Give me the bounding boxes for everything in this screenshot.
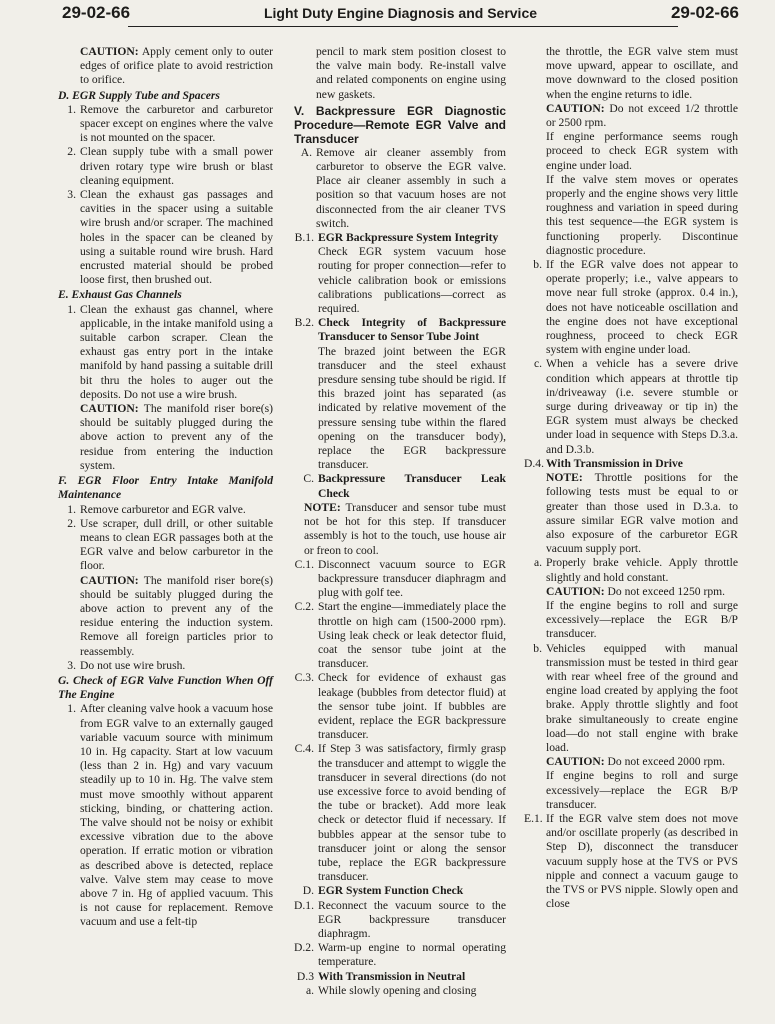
body-paragraph: If engine performance seems rough proceed to check EGR system with engine under load. — [546, 130, 738, 172]
running-title: Light Duty Engine Diagnosis and Service — [263, 5, 538, 21]
caution-paragraph: CAUTION: Do not exceed 2000 rpm. — [546, 755, 726, 769]
column-middle — [294, 45, 506, 998]
caution-paragraph: CAUTION: Do not exceed 1/2 throttle or 2500 rpm. — [546, 101, 738, 130]
page-number-left: 29-02-66 — [62, 3, 131, 22]
section-heading-d: D. EGR Supply Tube and Spacers — [58, 88, 220, 102]
step-d3: 3. Clean the exhaust gas passages and cavities in the spacer using a suitable wire brush and/or scraper. The machined holes in the spacer can be cleaned by using a suitable round wire brush. Hard encrusted material should be probed loose first, then brushed out. — [67, 188, 273, 287]
step-b2: B.2. Check Integrity of Backpressure Transducer to Sensor Tube Joint The brazed joint between the EGR transducer and the steel exhaust presdure sensing tube should be rigid. If this brazed joint has separated (as indicated by relative movement of the pressure sensing tube within the flared opening on the transducer body), replace the EGR backpressure transducer. — [294, 316, 506, 472]
body-paragraph: If engine begins to roll and surge excessively—replace the EGR B/P transducer. — [546, 769, 738, 811]
note-paragraph: NOTE: Transducer and sensor tube must not be hot for this step. If transducer assembly is hot to the touch, use house air or freon to cool. — [304, 500, 506, 557]
section-heading-v: V. Backpressure EGR Diagnostic Procedure—Remote EGR Valve and Transducer — [294, 103, 506, 146]
step-c4: C.4. If Step 3 was satisfactory, firmly grasp the transducer and attempt to wiggle the transducer in several directions (do not use excessive force to avoid bending of the tube or bracket). Add more leak check or detector fluid if necessary. If bubbles appear at the sensor tube to transducer joint or along the sensor tube, replace the EGR backpressure transducer. — [294, 742, 506, 884]
step-f2: 2. Use scraper, dull drill, or other suitable means to clean EGR passages both at the EGR valve and below carburetor in the floor. — [67, 516, 273, 573]
header-rule — [128, 26, 678, 27]
step-d3b: b. If the EGR valve does not appear to operate properly; i.e., valve appears to move near full stroke (approx. 0.4 in.), does not have noticeable oscillation and the engine does not have exceptional roughness, proceed to check EGR system with engine under load. — [533, 258, 738, 357]
step-d: D. EGR System Function Check — [302, 884, 464, 898]
column-right — [524, 45, 738, 911]
step-g1: 1. After cleaning valve hook a vacuum hose from EGR valve to an externally gauged variable vacuum source with minimum 10 in. Hg capacity. Start at low vacuum (less than 2 in. Hg) and vary vacuum steadily up to 10 in. Hg. The valve stem must move smoothly without apparent sticking, binding, or chattering action. The valve should not be noisy or exhibit excessive vibration due to the above operation. If erratic motion or vibration as described above is detected, replace valve. Valve stem may cease to move above 7 in. Hg of applied vacuum. This is not cause for replacement. Remove vacuum and use a felt-tip — [67, 702, 273, 929]
column-left — [58, 45, 273, 930]
note-paragraph: NOTE: Throttle positions for the following tests must be equal to or greater than those used in D.3.a. to assure similar EGR valve motion and also exposure of the carburetor EGR vacuum supply port. — [546, 471, 738, 556]
step-d3a: a. While slowly opening and closing — [305, 983, 477, 997]
step-d4: D.4. With Transmission in Drive — [524, 456, 683, 470]
section-heading-f: F. EGR Floor Entry Intake Manifold Maintenance — [58, 474, 273, 502]
step-c1: C.1. Disconnect vacuum source to EGR backpressure transducer diaphragm and plug with golf tee. — [294, 557, 506, 600]
caution-paragraph: CAUTION: Do not exceed 1250 rpm. — [546, 584, 726, 598]
continued-paragraph: pencil to mark stem position closest to the valve main body. Re-install valve and related components on engine using new gaskets. — [316, 45, 506, 101]
step-c3: C.3. Check for evidence of exhaust gas leakage (bubbles from detector fluid) at the sensor tube joint. If bubbles are evident, replace the EGR backpressure transducer. — [294, 671, 506, 742]
step-e1: 1. Clean the exhaust gas channel, where applicable, in the intake manifold using a suitable carbon scraper. Clean the exhaust gas entry port in the intake manifold by hand passing a suitable drill bit thru the holes to auger out the deposits. Do not use a wire brush. — [67, 302, 273, 401]
step-d4b: b. Vehicles equipped with manual transmission must be tested in third gear with rear wheel free of the ground and engine load created by applying the foot brake. Apply throttle slightly and foot brake simultaneously to create engine load—do not stall engine with brake load. — [533, 641, 738, 754]
body-paragraph: If the valve stem moves or operates properly and the engine shows very little roughness and variation in speed during this test sequence—the EGR system is functioning properly. Discontinue diagnostic procedure. — [546, 172, 738, 257]
step-d2: 2. Clean supply tube with a small power driven rotary type wire brush or blast cleaning equipment. — [67, 145, 273, 187]
step-d1: D.1. Reconnect the vacuum source to the EGR backpressure transducer diaphragm. — [294, 898, 506, 940]
step-d3: D.3 With Transmission in Neutral — [296, 969, 466, 983]
step-c: C. Backpressure Transducer Leak Check — [303, 472, 506, 500]
step-d4a: a. Properly brake vehicle. Apply throttle slightly and hold constant. — [533, 556, 738, 584]
section-heading-e: E. Exhaust Gas Channels — [58, 288, 182, 302]
step-d1: 1. Remove the carburetor and carburetor spacer except on engines where the valve is not mounted on the spacer. — [67, 102, 273, 145]
step-b1: B.1. EGR Backpressure System Integrity Check EGR system vacuum hose routing for proper connection—refer to vehicle calibration book or emissions calibrations publications—correct as required. — [294, 231, 506, 316]
caution-paragraph: CAUTION: The manifold riser bore(s) should be suitably plugged during the above action to prevent any of the residue entering the induction system. Remove all foreign particles prior to reassembly. — [80, 573, 273, 658]
body-paragraph: If the engine begins to roll and surge excessively—replace the EGR B/P transducer. — [546, 598, 738, 641]
step-f1: 1. Remove carburetor and EGR valve. — [67, 502, 246, 516]
caution-paragraph: CAUTION: The manifold riser bore(s) should be suitably plugged during the above action to prevent any of the residue from entering the induction system. — [80, 402, 273, 472]
step-d2: D.2. Warm-up engine to normal operating temperature. — [294, 941, 506, 969]
step-f3: 3. Do not use wire brush. — [67, 658, 186, 672]
continued-paragraph: the throttle, the EGR valve stem must move upward, appear to oscillate, and move downward to the closed position when the engine returns to idle. — [546, 45, 738, 101]
section-heading-g: G. Check of EGR Valve Function When Off The Engine — [58, 673, 273, 702]
caution-paragraph: CAUTION: Apply cement only to outer edges of orifice plate to avoid restriction to orifice. — [80, 45, 273, 87]
step-c2: C.2. Start the engine—immediately place the throttle on high cam (1500-2000 rpm). Using leak check or leak detector fluid, coat the sensor tube joint at the transducer. — [294, 600, 506, 671]
step-e1: E.1. If the EGR valve stem does not move and/or oscillate properly (as described in Step D), disconnect the transducer vacuum supply hose at the TVS or PVS nipple and connect a vacuum gauge to the TVS or PVS nipple. Slowly open and close — [524, 811, 738, 911]
page-number-right: 29-02-66 — [670, 3, 739, 22]
step-d3c: c. When a vehicle has a severe drive condition which appears at throttle tip in/driveaway (i.e. severe stumble or surge during driveaway or tip in) the EGR system must always be checked under load in sequence with Steps D.3.a. and D.3.b. — [533, 357, 738, 456]
step-a: A. Remove air cleaner assembly from carburetor to observe the EGR valve. Place air cleaner assembly in such a position so that vacuum hoses are not disconnected from the air cleaner TVS switch. — [300, 145, 506, 230]
